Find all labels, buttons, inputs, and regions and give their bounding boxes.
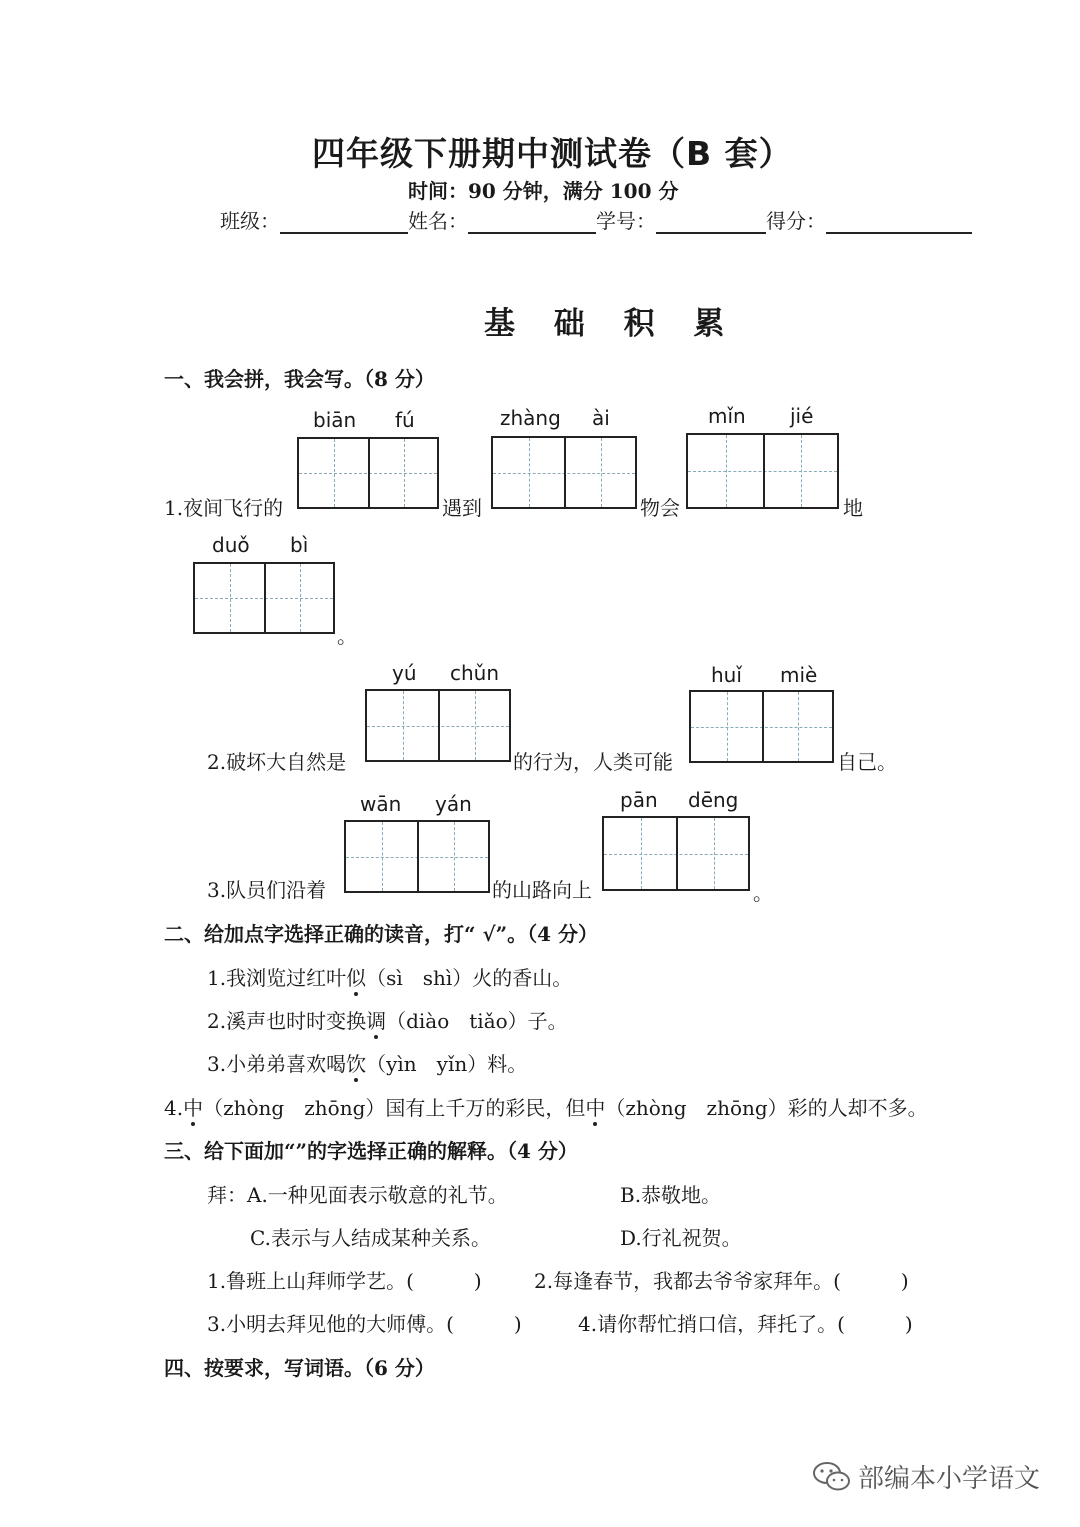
class-field[interactable] [280,210,408,234]
q1-s1-end: 地 [843,496,863,520]
q3-heading: 三、给下面加“”的字选择正确的解释。（4 分） [164,1139,578,1163]
q1-s1-mid1: 遇到 [442,496,482,520]
pinyin-chun: chǔn [450,661,500,685]
id-label: 学号： [596,209,656,233]
writing-box-bianfu[interactable] [297,437,439,509]
pinyin-fu: fú [395,408,415,432]
q1-s2-prefix: 2.破坏大自然是 [207,750,347,774]
q1-s1-mid2: 物会 [640,496,680,520]
q1-s3-end: 。 [753,881,773,905]
pinyin-deng: dēng [688,788,739,812]
pinyin-bian: biān [313,408,357,432]
q3-option-d: D.行礼祝贺。 [620,1226,742,1250]
q3-option-a: 拜：A.一种见面表示敬意的礼节。 [207,1183,508,1207]
q1-s1-prefix: 1.夜间飞行的 [164,496,284,520]
q1-s2-mid: 的行为，人类可能 [513,750,673,774]
dotted-char: 调 [366,1009,387,1033]
q1-s1-tail: 。 [337,624,357,648]
writing-box-wanyan[interactable] [344,820,490,893]
writing-box-minjie[interactable] [686,433,839,509]
wechat-icon [812,1460,852,1494]
q2-item-2: 2.溪声也时时变换调（diào tiǎo）子。 [207,1009,568,1033]
name-field[interactable] [468,210,596,234]
pinyin-pan: pān [620,788,658,812]
pinyin-duo: duǒ [212,533,250,557]
dotted-char: 似 [346,966,367,990]
pinyin-zhang: zhàng [500,406,561,430]
pinyin-min: mǐn [708,404,746,428]
q2-item-1: 1.我浏览过红叶似（sì shì）火的香山。 [207,966,573,990]
q4-heading: 四、按要求，写词语。（6 分） [164,1356,435,1380]
class-label: 班级： [220,209,280,233]
pinyin-ai: ài [592,406,610,430]
score-label: 得分： [766,209,826,233]
q1-s3-mid: 的山路向上 [492,878,592,902]
q3-option-c: C.表示与人结成某种关系。 [250,1226,491,1250]
q3-sentence-2[interactable]: 2.每逢春节，我都去爷爷家拜年。( ) [534,1269,909,1293]
q3-sentence-4[interactable]: 4.请你帮忙捎口信，拜托了。( ) [578,1312,913,1336]
dotted-char: 中 [183,1096,204,1120]
pinyin-bi: bì [290,533,309,557]
page-title: 四年级下册期中测试卷（B 套） [312,134,793,173]
writing-box-zhangai[interactable] [491,436,637,509]
pinyin-yan: yán [435,792,472,816]
writing-box-huimie[interactable] [689,690,834,763]
pinyin-jie: jié [790,404,814,428]
q3-sentence-3[interactable]: 3.小明去拜见他的大师傅。( ) [207,1312,522,1336]
writing-box-yuchun[interactable] [365,689,511,762]
watermark-text: 部编本小学语文 [858,1464,1041,1494]
dotted-char: 中 [585,1096,606,1120]
exam-time-info: 时间：90 分钟，满分 100 分 [408,179,679,203]
pinyin-wan: wān [360,792,402,816]
q3-sentence-1[interactable]: 1.鲁班上山拜师学艺。( ) [207,1269,482,1293]
q2-item-3: 3.小弟弟喜欢喝饮（yìn yǐn）料。 [207,1052,528,1076]
writing-box-duobi[interactable] [193,562,335,634]
pinyin-hui: huǐ [711,663,742,687]
pinyin-mie: miè [780,663,818,687]
q3-option-b: B.恭敬地。 [620,1183,722,1207]
q1-s3-prefix: 3.队员们沿着 [207,878,327,902]
name-label: 姓名： [408,209,468,233]
score-field[interactable] [826,210,972,234]
q1-heading: 一、我会拼，我会写。（8 分） [164,367,435,391]
watermark [812,1458,1040,1495]
pinyin-yu: yú [392,661,417,685]
dotted-char: 饮 [346,1052,367,1076]
q2-item-4: 4.中（zhòng zhōng）国有上千万的彩民，但中（zhòng zhōng）彩的人却不多。 [164,1096,928,1120]
section-title: 基 础 积 累 [484,306,739,342]
q1-s2-end: 自己。 [837,750,897,774]
writing-box-pandeng[interactable] [602,816,750,891]
id-field[interactable] [656,210,766,234]
q2-heading: 二、给加点字选择正确的读音，打“ √”。（4 分） [164,922,598,946]
student-info-row [220,205,972,234]
